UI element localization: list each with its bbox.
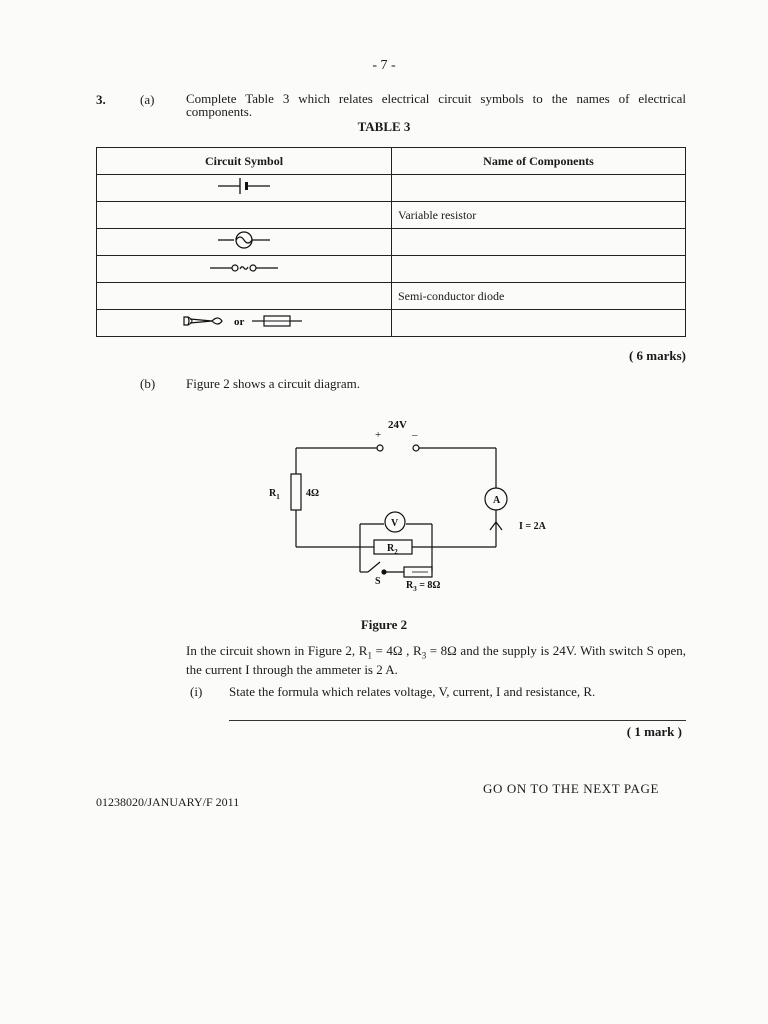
page-number: - 7 - xyxy=(372,58,396,73)
table-row xyxy=(97,283,686,310)
figure-caption: Figure 2 xyxy=(360,617,408,632)
question-number: 3. xyxy=(96,92,106,107)
part-a-label: (a) xyxy=(140,92,155,107)
answer-line[interactable] xyxy=(229,720,686,721)
part-b-label: (b) xyxy=(140,376,156,391)
supply-voltage-label: 24V xyxy=(388,419,407,431)
symbol-cell xyxy=(97,175,392,202)
table-row xyxy=(97,256,686,283)
r2-label: $R_2$ xyxy=(387,543,398,556)
component-name-cell: Semi-conductor diode xyxy=(392,283,686,310)
part-a-marks: ( 6 marks) xyxy=(628,348,686,363)
table-3 xyxy=(96,147,686,337)
cell-symbol-icon xyxy=(214,176,274,196)
component-name-cell: Variable resistor xyxy=(392,202,686,229)
or-text: or xyxy=(234,316,245,328)
voltmeter-label: V xyxy=(391,518,399,529)
table-title: TABLE 3 xyxy=(357,119,411,134)
part-a-text: Complete Table 3 which relates electrical circuit symbols to the names of electrical components. xyxy=(186,91,686,119)
table-row xyxy=(97,202,686,229)
component-name-cell[interactable] xyxy=(392,175,686,202)
component-name-cell[interactable] xyxy=(392,310,686,337)
header-name-of-components: Name of Components xyxy=(392,148,686,175)
table-row xyxy=(97,175,686,202)
go-to-next-page: GO ON TO THE NEXT PAGE xyxy=(483,781,660,796)
lamp-symbol-icon xyxy=(214,230,274,250)
current-label: I = 2A xyxy=(519,521,546,532)
sub-question-i-marks: ( 1 mark ) xyxy=(626,724,682,739)
r1-label: $R_1$ xyxy=(269,488,280,501)
symbol-cell[interactable] xyxy=(97,202,392,229)
paper-code: 01238020/JANUARY/F 2011 xyxy=(96,795,240,809)
minus-sign: – xyxy=(412,429,418,441)
component-name-cell[interactable] xyxy=(392,256,686,283)
r3-label: $R_3 = 8\Omega$ xyxy=(406,580,441,593)
circuit-description-paragraph: In the circuit shown in Figure 2, $R_1 = 4\Omega$ , $R_3 = 8\Omega$ and the supply is 24V. With switch S open, the current I through the ammeter is 2 A. xyxy=(186,643,686,677)
switch-label: S xyxy=(375,576,381,587)
circuit-diagram xyxy=(256,412,556,598)
ac-supply-symbol-icon xyxy=(204,257,284,277)
r1-value: 4Ω xyxy=(306,488,320,499)
table-row xyxy=(97,229,686,256)
sub-question-i-label: (i) xyxy=(190,684,203,699)
symbol-cell[interactable] xyxy=(97,283,392,310)
symbol-cell xyxy=(97,229,392,256)
symbol-cell xyxy=(97,256,392,283)
symbol-cell xyxy=(97,310,392,337)
ammeter-label: A xyxy=(493,495,501,506)
table-row xyxy=(97,310,686,337)
part-b-text: Figure 2 shows a circuit diagram. xyxy=(186,376,361,391)
fuse-symbol-icon xyxy=(182,311,306,331)
header-circuit-symbol: Circuit Symbol xyxy=(97,148,392,175)
sub-question-i-text: State the formula which relates voltage, V, current, I and resistance, R. xyxy=(229,684,596,699)
table-header-row xyxy=(97,148,686,175)
plus-sign: + xyxy=(375,429,382,441)
component-name-cell[interactable] xyxy=(392,229,686,256)
